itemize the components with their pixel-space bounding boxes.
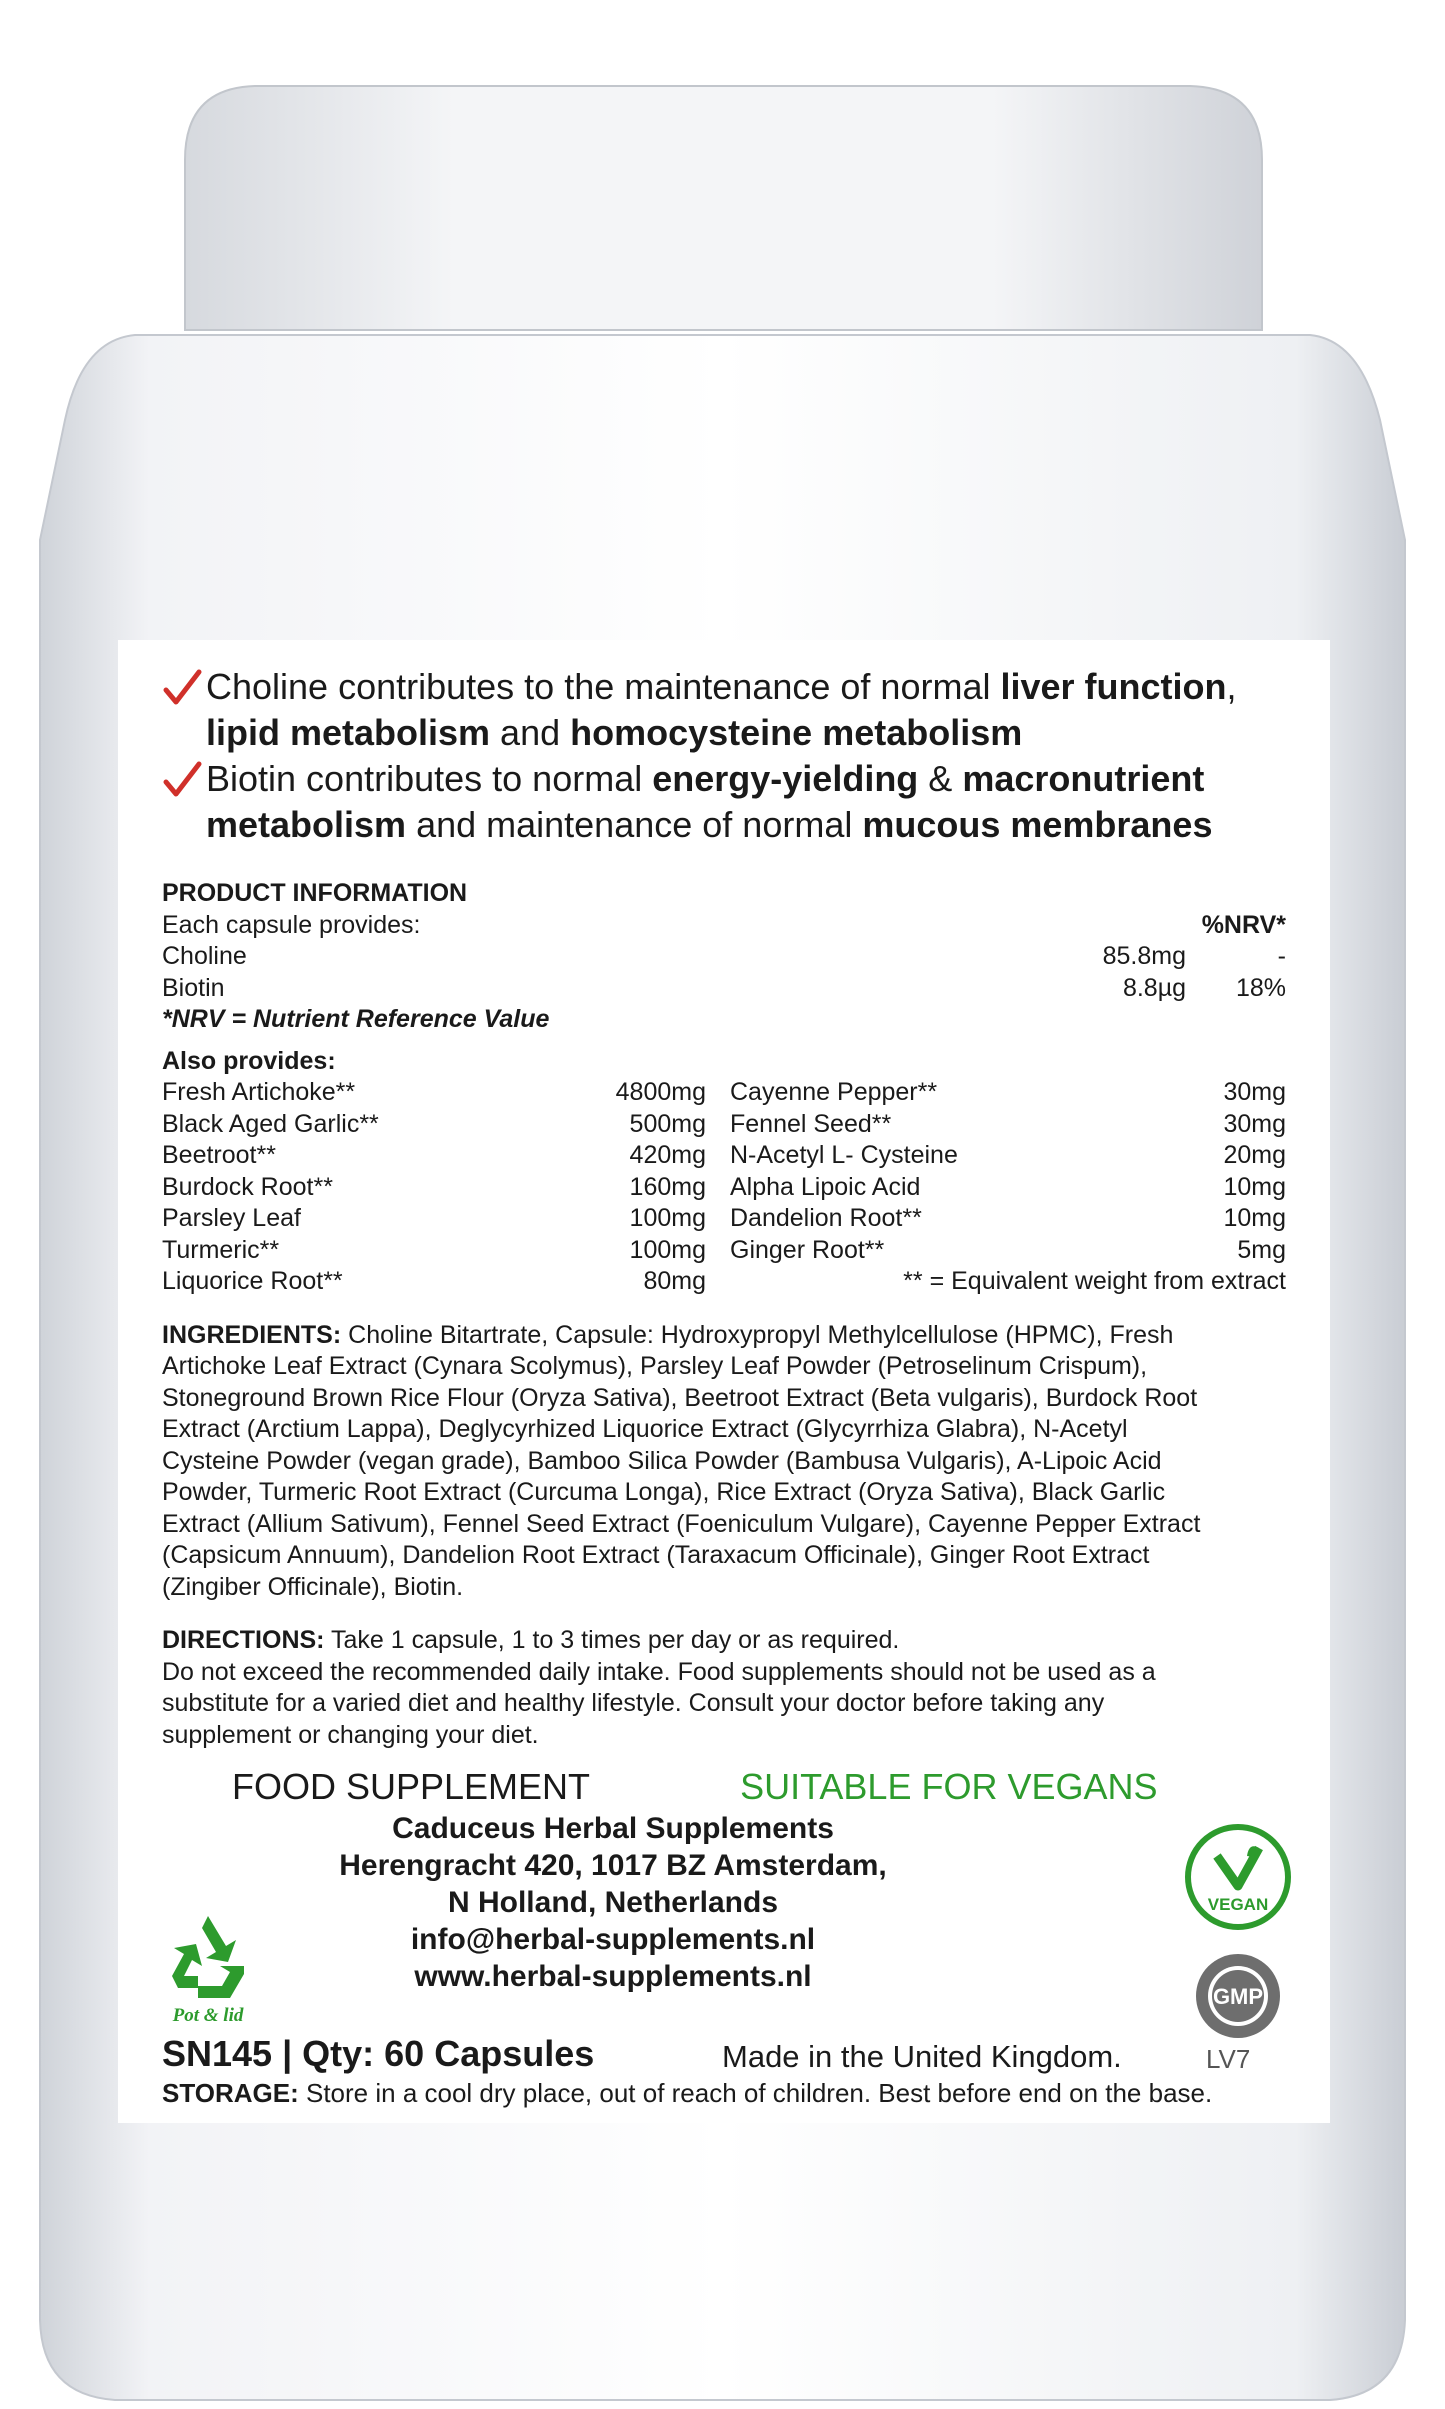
ingredients-text: Cysteine Powder (vegan grade), Bamboo Silica Powder (Bambusa Vulgaris), A-Lipoic Acid xyxy=(162,1446,1162,1475)
nrv-note: *NRV = Nutrient Reference Value xyxy=(162,1005,550,1033)
ingredients-text: Choline Bitartrate, Capsule: Hydroxypropyl Methylcellulose (HPMC), Fresh xyxy=(341,1320,1174,1349)
list-item xyxy=(730,1109,1286,1141)
checkmark-icon xyxy=(162,668,202,708)
claim-highlight: energy-yielding xyxy=(652,758,919,799)
item-name: Alpha Lipoic Acid xyxy=(730,1172,921,1201)
item-amount: 420mg xyxy=(629,1141,706,1169)
claim-text: & xyxy=(918,758,963,799)
suitable-for-vegans-tag: SUITABLE FOR VEGANS xyxy=(740,1766,1158,1807)
item-name: Cayenne Pepper** xyxy=(730,1078,938,1106)
claim-biotin xyxy=(162,756,1286,848)
claim-text: and xyxy=(490,712,571,753)
checkmark-icon xyxy=(162,760,202,800)
claim-highlight: liver function xyxy=(1000,666,1227,707)
list-item xyxy=(162,1235,706,1267)
item-amount: 30mg xyxy=(1223,1109,1286,1138)
ingredients-text: Extract (Allium Sativum), Fennel Seed Extract (Foeniculum Vulgare), Cayenne Pepper Extract xyxy=(162,1509,1201,1538)
list-item xyxy=(730,1235,1286,1267)
item-amount: 500mg xyxy=(629,1109,706,1138)
claim-line xyxy=(206,756,1286,802)
also-provides-left-column xyxy=(162,1077,706,1298)
taglines xyxy=(162,1765,1286,1809)
nutrient-header-row xyxy=(162,910,1286,942)
item-name: Dandelion Root** xyxy=(730,1204,922,1232)
item-name: Fresh Artichoke** xyxy=(162,1078,356,1106)
claim-text: Biotin contributes to normal xyxy=(206,758,653,799)
claim-line xyxy=(206,802,1286,848)
item-name: Black Aged Garlic** xyxy=(162,1109,379,1138)
item-name: Parsley Leaf xyxy=(162,1204,301,1232)
company-email: info@herbal-supplements.nl xyxy=(410,1923,816,1956)
nutrient-name: Biotin xyxy=(162,973,225,1002)
item-amount: 100mg xyxy=(629,1235,706,1264)
vegan-logo-text: VEGAN xyxy=(1207,1895,1269,1914)
product-label xyxy=(118,640,1330,2123)
item-name: Liquorice Root** xyxy=(162,1267,343,1295)
item-name: Burdock Root** xyxy=(162,1172,333,1201)
item-amount: 10mg xyxy=(1223,1204,1286,1232)
item-amount: 30mg xyxy=(1223,1078,1286,1106)
item-amount: 4800mg xyxy=(615,1078,706,1106)
label-version: LV7 xyxy=(1206,2044,1251,2074)
recycle-caption: Pot & lid xyxy=(172,2005,244,2026)
nutrient-name: Choline xyxy=(162,942,247,970)
list-item xyxy=(162,1109,706,1141)
list-item xyxy=(162,1140,706,1172)
item-name: Beetroot** xyxy=(162,1141,276,1169)
vegan-logo xyxy=(1183,1822,1293,1932)
also-provides-right-column xyxy=(730,1077,1286,1298)
gmp-logo xyxy=(1194,1952,1282,2040)
also-provides-heading: Also provides: xyxy=(162,1046,336,1075)
claim-highlight: lipid metabolism xyxy=(206,712,491,753)
company-name: Caduceus Herbal Supplements xyxy=(392,1812,834,1845)
product-code-quantity: SN145 | Qty: 60 Capsules xyxy=(162,2033,595,2074)
nutrient-row xyxy=(162,973,1286,1005)
list-item xyxy=(162,1077,706,1109)
list-item xyxy=(730,1077,1286,1109)
food-supplement-tag: FOOD SUPPLEMENT xyxy=(232,1766,591,1807)
ingredients-text: Powder, Turmeric Root Extract (Curcuma Longa), Rice Extract (Oryza Sativa), Black Garlic xyxy=(162,1478,1166,1506)
recycle-icon xyxy=(158,1910,258,2000)
storage-instructions xyxy=(162,2077,1212,2109)
product-info-heading: PRODUCT INFORMATION xyxy=(162,879,468,907)
nutrient-amount: 8.8µg xyxy=(1122,973,1186,1002)
directions-text: supplement or changing your diet. xyxy=(162,1720,539,1749)
item-name: Fennel Seed** xyxy=(730,1109,892,1138)
list-item xyxy=(730,1203,1286,1235)
claim-text: and maintenance of normal xyxy=(406,804,863,845)
item-amount: 10mg xyxy=(1223,1172,1286,1201)
also-provides-table xyxy=(162,1077,1286,1298)
label-footer xyxy=(162,2033,1292,2075)
each-capsule-label: Each capsule provides: xyxy=(162,910,421,939)
company-street: Herengracht 420, 1017 BZ Amsterdam, xyxy=(339,1849,887,1882)
ingredients-section xyxy=(162,1320,1286,1604)
ingredients-text: Stoneground Brown Rice Flour (Oryza Sativa), Beetroot Extract (Beta vulgaris), Burdock Root xyxy=(162,1383,1198,1412)
nutrient-nrv: 18% xyxy=(1235,973,1286,1002)
claim-choline xyxy=(162,664,1286,756)
item-name: Ginger Root** xyxy=(730,1235,885,1264)
bottle-lid xyxy=(185,86,1262,330)
item-amount: 5mg xyxy=(1237,1235,1286,1264)
item-amount: 80mg xyxy=(643,1267,706,1295)
claim-text: , xyxy=(1226,666,1237,707)
company-region: N Holland, Netherlands xyxy=(447,1886,779,1919)
directions-text: Do not exceed the recommended daily intake. Food supplements should not be used as a xyxy=(162,1657,1156,1686)
item-name: Turmeric** xyxy=(162,1235,280,1264)
list-item xyxy=(162,1266,706,1298)
recycle-badge xyxy=(158,1910,258,2027)
item-amount: 160mg xyxy=(629,1172,706,1201)
list-item xyxy=(730,1140,1286,1172)
company-website: www.herbal-supplements.nl xyxy=(414,1960,812,1993)
item-amount: 100mg xyxy=(629,1204,706,1232)
nrv-header: %NRV* xyxy=(1201,910,1286,939)
claim-line xyxy=(206,710,1286,756)
ingredients-label: INGREDIENTS: xyxy=(162,1320,342,1349)
item-amount: 20mg xyxy=(1223,1141,1286,1169)
list-item xyxy=(162,1203,706,1235)
directions-section xyxy=(162,1625,1286,1751)
nutrient-row xyxy=(162,941,1286,973)
made-in-label: Made in the United Kingdom. xyxy=(722,2039,1122,2074)
ingredients-text: Artichoke Leaf Extract (Cynara Scolymus), Parsley Leaf Powder (Petroselinum Crispum), xyxy=(162,1352,1148,1380)
company-address xyxy=(318,1810,908,1995)
storage-label: STORAGE: xyxy=(162,2078,299,2108)
item-name: N-Acetyl L- Cysteine xyxy=(730,1141,958,1169)
claim-highlight: macronutrient xyxy=(962,758,1205,799)
list-item xyxy=(730,1172,1286,1204)
ingredients-text: Extract (Arctium Lappa), Deglycyrhized Liquorice Extract (Glycyrrhiza Glabra), N-Acetyl xyxy=(162,1415,1128,1443)
claim-highlight: metabolism xyxy=(206,804,407,845)
directions-text: substitute for a varied diet and healthy lifestyle. Consult your doctor before taking any xyxy=(162,1689,1105,1717)
directions-text: Take 1 capsule, 1 to 3 times per day or as required. xyxy=(324,1626,900,1654)
nutrient-nrv: - xyxy=(1277,942,1286,970)
list-item xyxy=(162,1172,706,1204)
directions-label: DIRECTIONS: xyxy=(162,1626,325,1654)
claim-highlight: mucous membranes xyxy=(862,804,1213,845)
extract-note: ** = Equivalent weight from extract xyxy=(903,1267,1286,1295)
storage-text: Store in a cool dry place, out of reach of children. Best before end on the base. xyxy=(298,2078,1213,2108)
nutrient-amount: 85.8mg xyxy=(1102,942,1186,970)
gmp-logo-text: GMP xyxy=(1212,1984,1264,2009)
ingredients-text: (Zingiber Officinale), Biotin. xyxy=(162,1572,464,1601)
ingredients-text: (Capsicum Annuum), Dandelion Root Extract (Taraxacum Officinale), Ginger Root Extract xyxy=(162,1541,1150,1569)
claim-line xyxy=(206,664,1286,710)
product-information xyxy=(162,878,1286,1298)
claim-highlight: homocysteine metabolism xyxy=(570,712,1023,753)
claim-text: Choline contributes to the maintenance of normal xyxy=(206,666,1001,707)
